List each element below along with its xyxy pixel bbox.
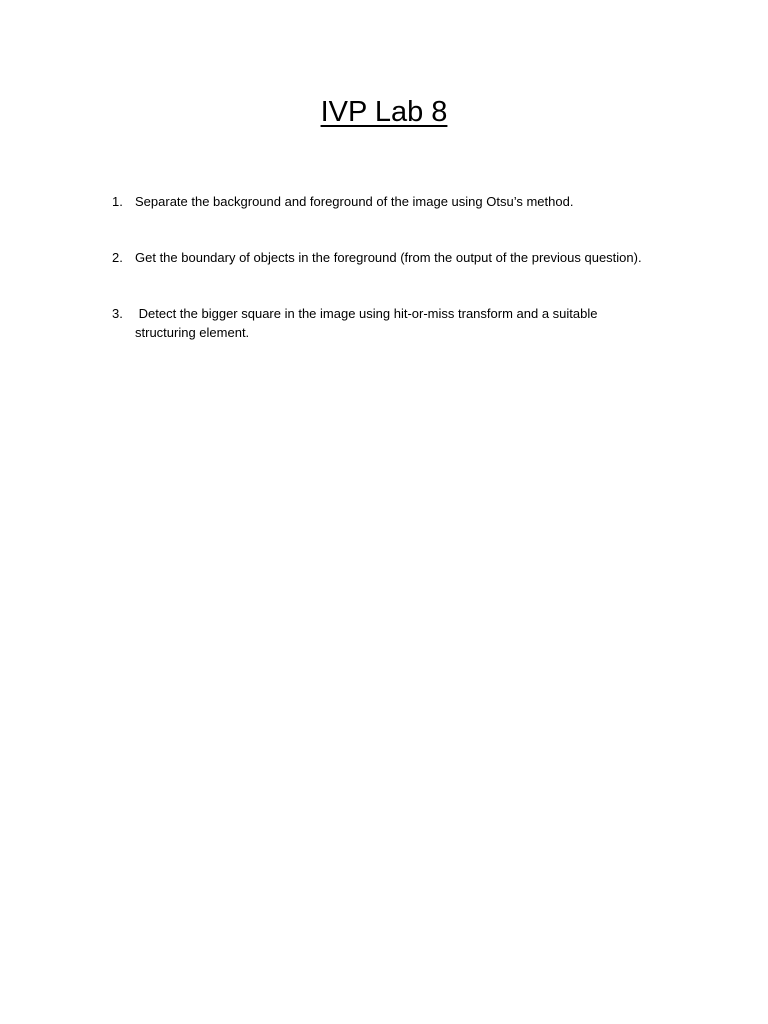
list-item xyxy=(112,304,712,342)
question-list xyxy=(112,192,712,342)
list-item-text: Detect the bigger square in the image using hit-or-miss transform and a suitable structuring element. xyxy=(135,306,598,340)
list-item-text: Get the boundary of objects in the foreground (from the output of the previous question). xyxy=(135,250,642,265)
page-title: IVP Lab 8 xyxy=(320,96,448,128)
list-item-number: 3. xyxy=(112,306,123,321)
list-item-number: 2. xyxy=(112,250,123,265)
list-item xyxy=(112,248,712,267)
list-item xyxy=(112,192,712,211)
list-item-number: 1. xyxy=(112,194,123,209)
list-item-text: Separate the background and foreground of the image using Otsu’s method. xyxy=(135,194,574,209)
